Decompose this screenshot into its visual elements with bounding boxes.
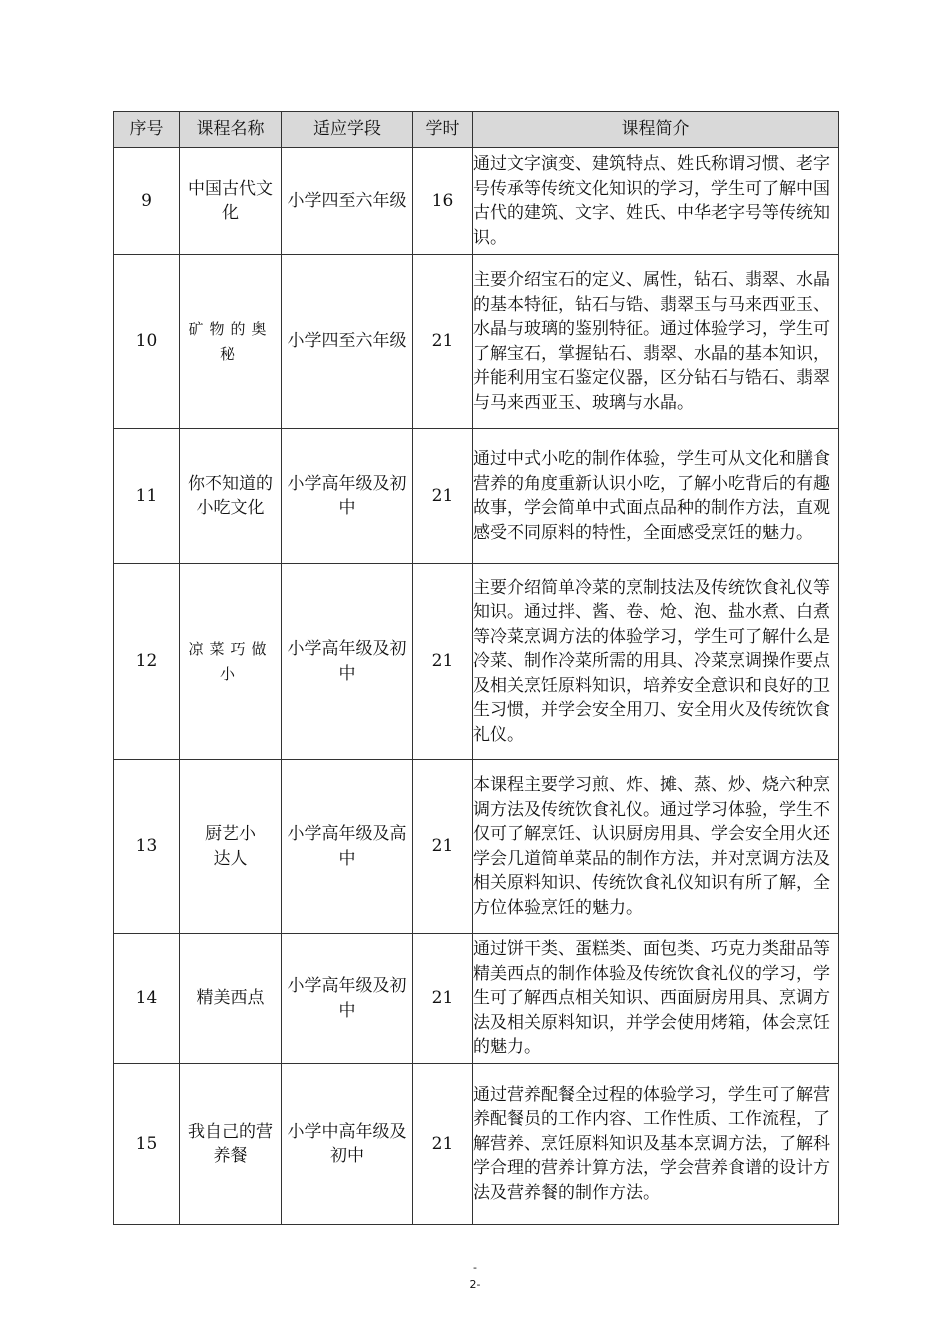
row-stage: 小学四至六年级	[282, 148, 413, 255]
table-row	[114, 564, 839, 760]
row-hours: 21	[413, 564, 473, 760]
row-course-name: 中国古代文化	[180, 148, 282, 255]
row-hours: 21	[413, 429, 473, 564]
row-num: 11	[114, 429, 180, 564]
row-description: 通过饼干类、蛋糕类、面包类、巧克力类甜品等精美西点的制作体验及传统饮食礼仪的学习，学生可了解西点相关知识、西面厨房用具、烹调方法及相关原料知识，并学会使用烤箱，体会烹饪的魅力。	[473, 934, 839, 1064]
row-hours: 21	[413, 760, 473, 934]
row-num: 12	[114, 564, 180, 760]
row-course-name: 凉菜巧做小	[180, 564, 282, 760]
row-hours: 16	[413, 148, 473, 255]
row-num: 9	[114, 148, 180, 255]
table-row	[114, 934, 839, 1064]
course-table	[113, 111, 839, 1225]
row-description: 通过营养配餐全过程的体验学习，学生可了解营养配餐员的工作内容、工作性质、工作流程，了解营养、烹饪原料知识及基本烹调方法，了解科学合理的营养计算方法，学会营养食谱的设计方法及营养餐的制作方法。	[473, 1064, 839, 1225]
row-description: 通过文字演变、建筑特点、姓氏称谓习惯、老字号传承等传统文化知识的学习，学生可了解中国古代的建筑、文字、姓氏、中华老字号等传统知识。	[473, 148, 839, 255]
row-stage: 小学高年级及初中	[282, 564, 413, 760]
row-stage: 小学中高年级及初中	[282, 1064, 413, 1225]
row-num: 15	[114, 1064, 180, 1225]
row-description: 通过中式小吃的制作体验，学生可从文化和膳食营养的角度重新认识小吃，了解小吃背后的有趣故事，学会简单中式面点品种的制作方法，直观感受不同原料的特性，全面感受烹饪的魅力。	[473, 429, 839, 564]
row-hours: 21	[413, 1064, 473, 1225]
header-num: 序号	[114, 112, 180, 148]
row-hours: 21	[413, 255, 473, 429]
header-name: 课程名称	[180, 112, 282, 148]
table-row	[114, 429, 839, 564]
row-course-name: 我自己的营养餐	[180, 1064, 282, 1225]
table-row	[114, 255, 839, 429]
footer-dash: -	[473, 1261, 477, 1274]
header-desc: 课程简介	[473, 112, 839, 148]
row-description: 主要介绍宝石的定义、属性，钻石、翡翠、水晶的基本特征，钻石与锆、翡翠玉与马来西亚玉、水晶与玻璃的鉴别特征。通过体验学习，学生可了解宝石，掌握钻石、翡翠、水晶的基本知识，并能利用宝石鉴定仪器，区分钻石与锆石、翡翠与马来西亚玉、玻璃与水晶。	[473, 255, 839, 429]
table-row	[114, 148, 839, 255]
header-hours: 学时	[413, 112, 473, 148]
row-description: 主要介绍简单冷菜的烹制技法及传统饮食礼仪等知识。通过拌、酱、卷、炝、泡、盐水煮、白煮等冷菜烹调方法的体验学习，学生可了解什么是冷菜、制作冷菜所需的用具、冷菜烹调操作要点及相关烹饪原料知识，培养安全意识和良好的卫生习惯，并学会安全用刀、安全用火及传统饮食礼仪。	[473, 564, 839, 760]
row-stage: 小学高年级及高中	[282, 760, 413, 934]
row-hours: 21	[413, 934, 473, 1064]
table-row	[114, 1064, 839, 1225]
header-stage: 适应学段	[282, 112, 413, 148]
row-course-name: 你不知道的小吃文化	[180, 429, 282, 564]
table-header-row	[114, 112, 839, 148]
row-num: 13	[114, 760, 180, 934]
row-course-name: 厨艺小达人	[180, 760, 282, 934]
row-course-name: 矿物的奥秘	[180, 255, 282, 429]
row-stage: 小学高年级及初中	[282, 429, 413, 564]
table-row	[114, 760, 839, 934]
page-number: 2-	[469, 1278, 481, 1291]
row-num: 10	[114, 255, 180, 429]
row-course-name: 精美西点	[180, 934, 282, 1064]
row-stage: 小学高年级及初中	[282, 934, 413, 1064]
row-stage: 小学四至六年级	[282, 255, 413, 429]
row-num: 14	[114, 934, 180, 1064]
row-description: 本课程主要学习煎、炸、摊、蒸、炒、烧六种烹调方法及传统饮食礼仪。通过学习体验，学生不仅可了解烹饪、认识厨房用具、学会安全用火还学会几道简单菜品的制作方法，并对烹调方法及相关原料知识、传统饮食礼仪知识有所了解，全方位体验烹饪的魅力。	[473, 760, 839, 934]
